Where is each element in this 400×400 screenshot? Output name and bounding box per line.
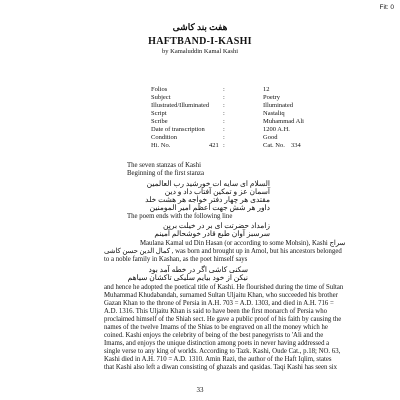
body-line: names of the twelve Imams of the Shias to be engraved on all the money which he — [104, 324, 328, 331]
page-number: 33 — [196, 386, 204, 394]
verse-line: نیکن از خود بیایم سلیکی تاکشان سیاهم — [127, 273, 248, 282]
meta-row-condition: Condition : Good — [151, 134, 278, 141]
body-line: proclaimed himself of the Shiah sect. He gave a public proof of his faith by causing the — [104, 316, 342, 323]
body-line: Muhammad Khudabandah, surnamed Sultan Uljaitu Khan, who succeeded his brother — [104, 292, 338, 299]
meta-value: 421 — [209, 142, 219, 149]
meta-key: Script — [151, 110, 167, 117]
meta-row-illustrated: Illustrated/Illuminated : Illuminated — [151, 102, 293, 109]
meta-row-subject: Subject : Poetry — [151, 94, 280, 101]
meta-key: Scribe — [151, 118, 168, 125]
meta-value: Illuminated — [263, 102, 293, 109]
meta-key: Illustrated/Illuminated — [151, 102, 210, 109]
verse-line: سرسبز آوان طبع قادر خوشحالم آمینم — [154, 229, 270, 238]
title-arabic: هفت بند کاشی — [172, 22, 228, 32]
meta-value: Nastaliq — [263, 110, 285, 117]
meta-key: Hi. No. — [151, 142, 171, 149]
intro-line: The seven stanzas of Kashi — [127, 162, 201, 169]
beginning-line: Beginning of the first stanza — [127, 170, 205, 177]
body-line: A.D. 1316. This Uljaitu Khan is said to have been the first monarch of Persia who — [104, 308, 327, 315]
body-line: Maulana Kamal ud Din Hasan (or according to some Mohsin), Kashi سراج — [140, 240, 346, 247]
meta-value: Good — [263, 134, 278, 141]
meta-row-date: Date of transcription : 1200 A.H. — [151, 126, 290, 133]
meta-row-numbers: Hi. No. 421 : Cat. No. 334 — [151, 142, 301, 149]
meta-key: Condition — [151, 134, 178, 141]
meta-row-script: Script : Nastaliq — [151, 110, 285, 117]
meta-key: Cat. No. — [263, 142, 285, 149]
meta-row-scribe: Scribe : Muhammad Ali — [151, 118, 304, 125]
body-line: coined. Kashi enjoys the celebrity of being of the best panegyrists to 'Ali and the — [104, 332, 324, 339]
verse-line: سکنی کاشی اگر در خطه آمد بود — [148, 265, 248, 274]
body-line: كمال الدين حسن كاشى , was born and brought up in Amol, but his ancestors belonged — [104, 248, 342, 255]
verse-line: آسمان عز و تمکین آفتاب داد و دین — [164, 187, 270, 196]
meta-value: 1200 A.H. — [263, 126, 290, 133]
verse-line: السلام ای سایه ات خورشید رب العالمین — [146, 179, 270, 188]
meta-value: Poetry — [263, 94, 280, 101]
meta-value: 334 — [291, 142, 301, 149]
verse-line: مقتدی هر چهار دفتر خواجه هر هشت خلد — [145, 195, 270, 204]
body-line: Imams, and enjoys the unique distinction among poets in never having addressed a — [104, 340, 330, 347]
ends-line: The poem ends with the following line — [127, 213, 233, 220]
meta-key: Subject — [151, 94, 171, 101]
title-english: HAFTBAND-I-KASHI — [148, 36, 252, 47]
fit-indicator: Fit: 0 — [379, 4, 394, 11]
meta-row-folios: Folios : 12 — [151, 86, 270, 93]
body-line: and hence he adopted the poetical title of Kashi. He flourished during the time of Sultan — [104, 284, 344, 291]
body-line: Gazan Khan to the throne of Persia in A.H. 703 = A.D. 1303, and died in A.H. 716 = — [104, 300, 334, 307]
body-line: that Kashi also left a diwan consisting of ghazals and qasidas. Taqi Kashi has seen six — [104, 364, 338, 371]
body-line: single verse to any king of worlds. According to Tazk. Kashi, Oude Cat., p.18; NO. 63, — [104, 348, 341, 355]
meta-key: Date of transcription — [151, 126, 205, 133]
body-line: Kashi died in A.H. 710 = A.D. 1310. Amin Razi, the author of the Haft Iqlim, states — [104, 356, 332, 363]
meta-key: Folios — [151, 86, 168, 93]
body-line: to a noble family in Kashan, as the poet himself says — [104, 256, 248, 263]
meta-value: 12 — [263, 86, 270, 93]
verse-line: زامداد حضرتت ای بر در خیلت برین — [163, 221, 270, 230]
meta-value: Muhammad Ali — [263, 118, 304, 125]
author-line: by Kamaluddin Kamal Kashi — [162, 48, 238, 55]
verse-line: داور هر شش جهت اعظم امیر المومنین — [149, 203, 270, 212]
